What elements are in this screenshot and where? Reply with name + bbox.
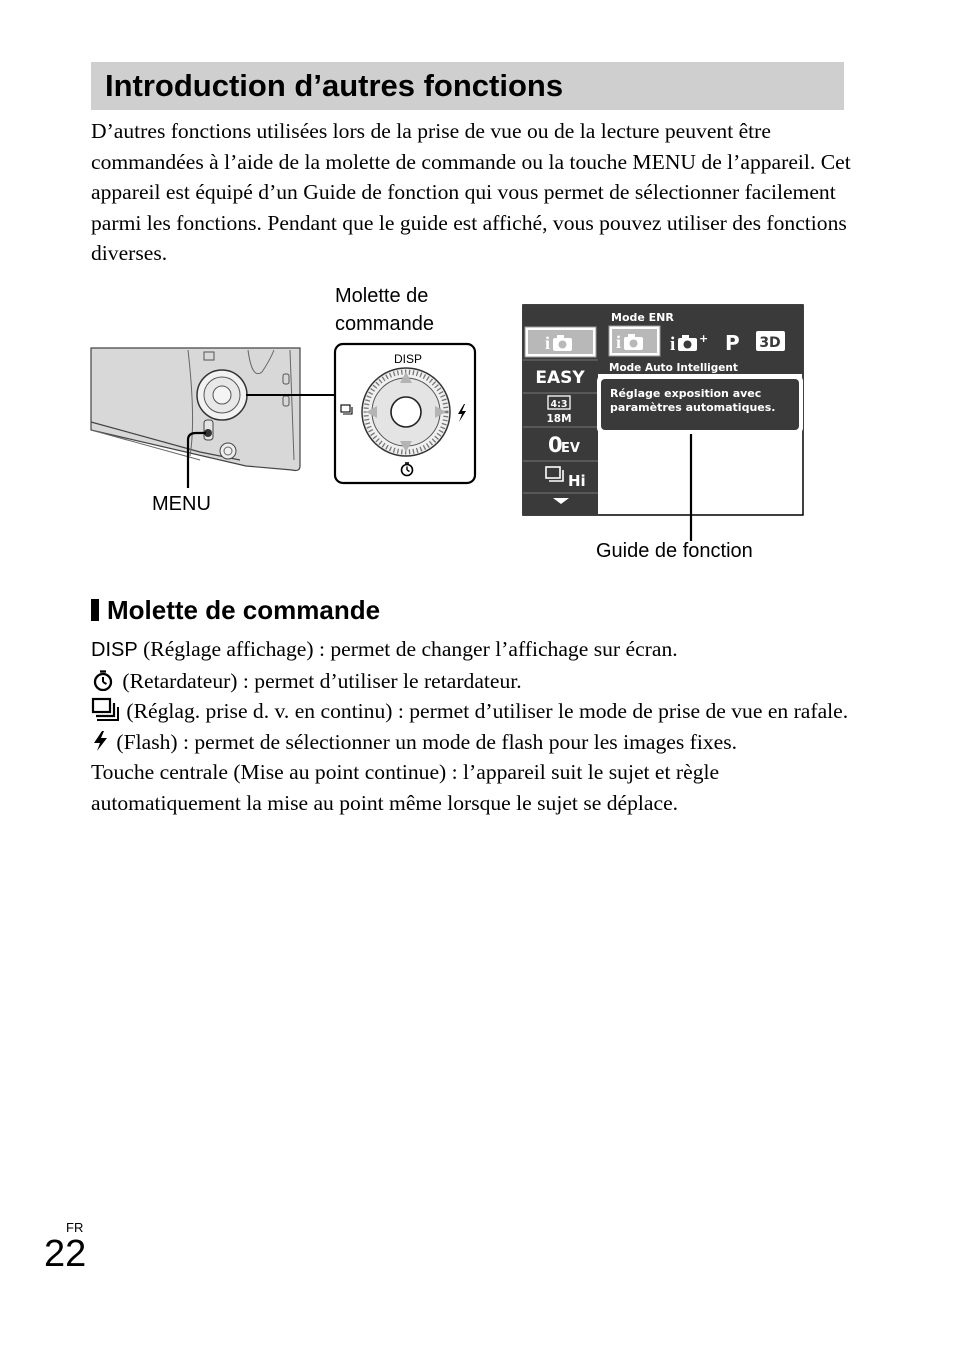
heading-marker xyxy=(91,599,99,621)
lcd-screen-illustration xyxy=(523,305,803,515)
camera-diagram xyxy=(0,0,954,600)
lcd-burst-label: Hi xyxy=(568,472,586,490)
flash-icon xyxy=(91,730,111,752)
svg-text:i: i xyxy=(616,332,622,352)
lcd-guide-line2: paramètres automatiques. xyxy=(610,401,776,414)
desc-center: Touche centrale (Mise au point continue) : l’appareil suit le sujet et règle automatiquement la mise au point même lorsque le sujet se déplace. xyxy=(91,760,720,815)
self-timer-icon xyxy=(91,669,117,691)
disp-text: (Réglage affichage) : permet de changer l’affichage sur écran. xyxy=(143,637,678,661)
lcd-guide-line1: Réglage exposition avec xyxy=(610,387,762,400)
dial-disp-label: DISP xyxy=(393,352,423,366)
molette-heading-text: Molette de commande xyxy=(107,595,381,625)
burst-mode-icon xyxy=(91,697,121,721)
disp-key-label: DISP xyxy=(91,639,138,661)
section-title: Introduction d’autres fonctions xyxy=(105,68,564,103)
callout-dial-line2: commande xyxy=(335,313,434,335)
callout-guide: Guide de fonction xyxy=(596,540,753,562)
page-language: FR xyxy=(66,1220,84,1235)
lcd-size-label: 18M xyxy=(546,413,572,425)
svg-text:+: + xyxy=(699,332,709,345)
svg-text:i: i xyxy=(545,333,551,353)
svg-text:i: i xyxy=(670,334,676,355)
desc-disp xyxy=(91,634,851,666)
callout-dial-line1: Molette de xyxy=(335,285,429,307)
timer-text: (Retardateur) : permet d’utiliser le retardateur. xyxy=(122,668,522,693)
lcd-mode-3d: 3D xyxy=(759,335,781,351)
callout-menu: MENU xyxy=(152,493,211,515)
camera-body-illustration xyxy=(91,348,300,471)
desc-burst xyxy=(91,696,851,727)
lcd-ev-big: 0 xyxy=(548,433,563,457)
lcd-easy-label: EASY xyxy=(535,368,585,388)
lcd-mode-p: P xyxy=(725,331,740,355)
molette-heading xyxy=(91,594,380,626)
lcd-header: Mode ENR xyxy=(611,311,674,324)
desc-timer xyxy=(91,666,851,697)
molette-descriptions xyxy=(91,634,851,818)
lcd-ev-small: EV xyxy=(561,441,580,456)
intro-paragraph: D’autres fonctions utilisées lors de la prise de vue ou de la lecture peuvent être commandées à l’aide de la molette de commande ou la touche MENU de l’appareil. Cet appareil est équipé d’un Guide de fonction qui vous permet de sélectionner facilement parmi les fonctions. Pendant que le guide est affiché, vous pouvez utiliser des fonctions diverses. xyxy=(91,119,851,265)
lcd-aspect-label: 4:3 xyxy=(550,399,568,410)
control-dial-illustration xyxy=(335,344,475,483)
page-number: 22 xyxy=(44,1233,87,1275)
lcd-mode-name: Mode Auto Intelligent xyxy=(609,362,738,374)
burst-text: (Réglag. prise d. v. en continu) : permet d’utiliser le mode de prise de vue en rafale. xyxy=(126,699,849,723)
flash-text: (Flash) : permet de sélectionner un mode de flash pour les images fixes. xyxy=(116,729,738,754)
desc-flash xyxy=(91,727,851,758)
